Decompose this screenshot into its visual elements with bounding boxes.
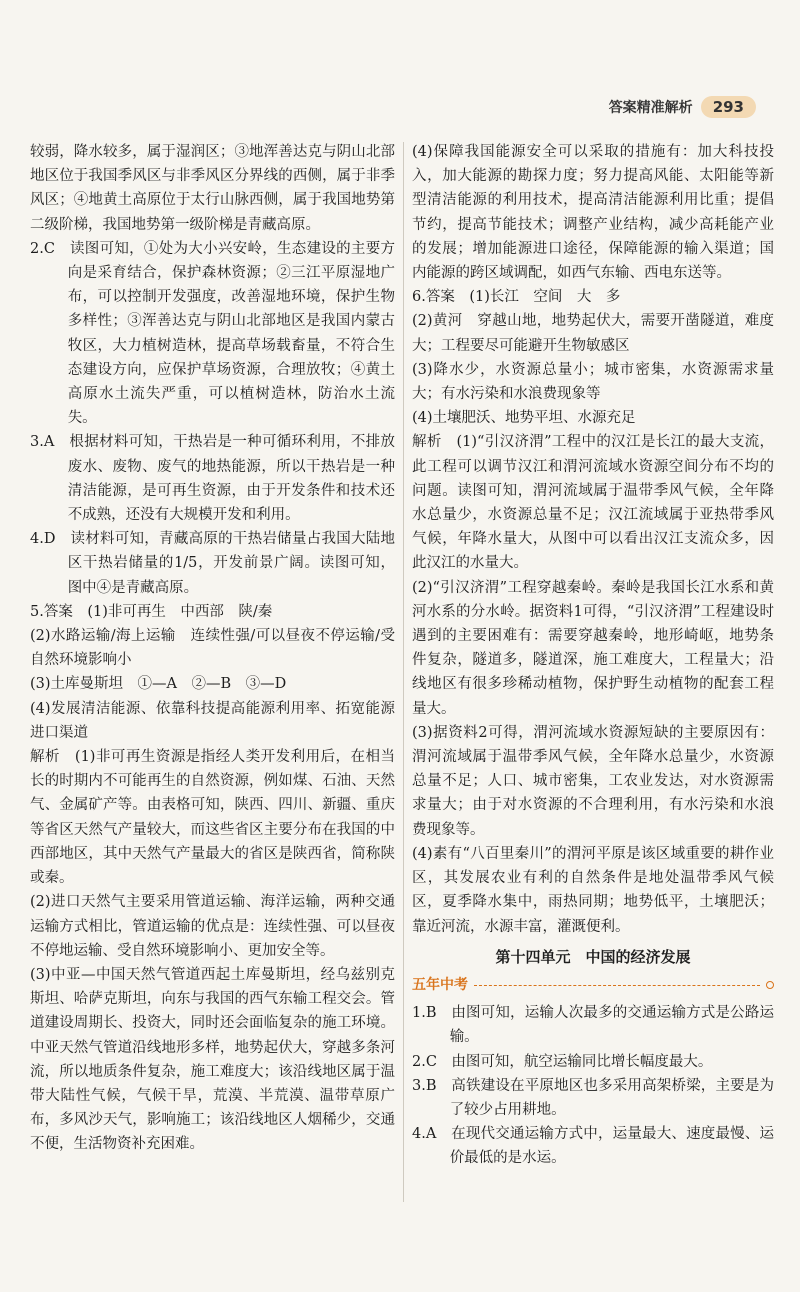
unit-title: 第十四单元 中国的经济发展 (495, 947, 691, 966)
section-dot-icon (766, 981, 774, 989)
section-line (474, 985, 760, 986)
exam-answer-1: 1.B 由图可知，运输人次最多的交通运输方式是公路运输。 (412, 1005, 774, 1046)
left-column (30, 140, 395, 1157)
section-tag (412, 973, 774, 997)
page-number: 293 (701, 96, 756, 118)
analysis-5-part-1: 解析 (1)非可再生资源是指经人类开发利用后，在相当长的时期内不可能再生的自然资源，例如煤、石油、天然气、金属矿产等。由表格可知，陕西、四川、新疆、重庆等省区天然气产量较大，而这些省区主要分布在我国的中西部地区，其中天然气产量最大的省区是陕西省，简称陕或秦。 (30, 749, 395, 887)
exam-answer-4: 4.A 在现代交通运输方式中，运量最大、速度最慢、运价最低的是水运。 (412, 1126, 774, 1167)
section-label: 五年中考 (412, 976, 468, 993)
analysis-5-part-3: (3)中亚—中国天然气管道西起土库曼斯坦，经乌兹别克斯坦、哈萨克斯坦，向东与我国的西气东输工程交会。管道建设周期长、投资大，同时还会面临复杂的施工环境。中亚天然气管道沿线地形多样，地势起伏大，穿越多条河流，所以地质条件复杂，施工难度大；该沿线地区属于温带大陆性气候，气候干旱，荒漠、半荒漠、温带草原广布，多风沙天气，影响施工；该沿线地区人烟稀少，交通不便，生活物资补充困难。 (30, 966, 395, 1153)
page-header (609, 96, 756, 118)
analysis-5-part-2: (2)进口天然气主要采用管道运输、海洋运输，两种交通运输方式相比，管道运输的优点是：连续性强、可以昼夜不停地运输、受自然环境影响小、更加安全等。 (30, 894, 395, 959)
column-divider (403, 142, 404, 1202)
analysis-6-part-2: (2)“引汉济渭”工程穿越秦岭。秦岭是我国长江水系和黄河水系的分水岭。据资料1可得，“引汉济渭”工程建设时遇到的主要困难有：需要穿越秦岭，地形崎岖，地势条件复杂，隧道多，隧道深，施工难度大，工程量大；沿线地区有很多珍稀动植物，保护野生动植物的配套工程量大。 (412, 579, 774, 717)
answer-6: 6.答案 (1)长江 空间 大 多 (412, 289, 621, 306)
answer-6-part-3: (3)降水少，水资源总量小；城市密集，水资源需求量大；有水污染和水浪费现象等 (412, 361, 774, 403)
header-title: 答案精准解析 (608, 100, 693, 116)
paragraph: 较弱，降水较多，属于湿润区；③地浑善达克与阴山北部地区位于我国季风区与非季风区分界线的西侧，属于非季风区；④地黄土高原位于太行山脉西侧，属于我国地势第二级阶梯，我国地势第一级阶梯是青藏高原。 (30, 144, 395, 233)
answer-5-part-4: (4)发展清洁能源、依靠科技提高能源利用率、拓宽能源进口渠道 (30, 700, 395, 741)
answer-4: 4.D 读材料可知，青藏高原的干热岩储量占我国大陆地区干热岩储量的1/5，开发前景广阔。读图可知，图中④是青藏高原。 (30, 531, 395, 596)
exam-answer-3: 3.B 高铁建设在平原地区也多采用高架桥梁，主要是为了较少占用耕地。 (412, 1077, 774, 1118)
answer-3: 3.A 根据材料可知，干热岩是一种可循环利用，不排放废水、废物、废气的地热能源，所以干热岩是一种清洁能源，是可再生资源，由于开发条件和技术还不成熟，还没有大规模开发和利用。 (30, 434, 395, 524)
exam-answer-2: 2.C 由图可知，航空运输同比增长幅度最大。 (412, 1053, 713, 1070)
answer-6-part-2: (2)黄河 穿越山地，地势起伏大，需要开凿隧道，难度大；工程要尽可能避开生物敏感区 (412, 313, 774, 354)
answer-5: 5.答案 (1)非可再生 中西部 陕/秦 (30, 603, 273, 620)
right-column (412, 140, 774, 1171)
answer-2: 2.C 读图可知，①处为大小兴安岭，生态建设的主要方向是采育结合，保护森林资源；②三江平原湿地广布，可以控制开发强度，改善湿地环境，保护生物多样性；③浑善达克与阴山北部地区是我国内蒙古牧区，大力植树造林，提高草场载畜量，不符合生态建设方向，应保护草场资源，合理放牧；④黄土高原水土流失严重，可以植树造林，防治水土流失。 (30, 240, 395, 427)
answer-5-part-2: (2)水路运输/海上运输 连续性强/可以昼夜不停运输/受自然环境影响小 (30, 628, 395, 669)
answer-5-part-3: (3)土库曼斯坦 ①—A ②—B ③—D (30, 676, 287, 693)
analysis-6-part-4: (4)素有“八百里秦川”的渭河平原是该区域重要的耕作业区，其发展农业有利的自然条件是地处温带季风气候区，夏季降水集中，雨热同期；地势低平，土壤肥沃；靠近河流，水源丰富，灌溉便利。 (412, 845, 774, 935)
answer-6-part-4: (4)土壤肥沃、地势平坦、水源充足 (412, 410, 636, 427)
analysis-6-part-3: (3)据资料2可得，渭河流域水资源短缺的主要原因有：渭河流域属于温带季风气候，全年降水总量少，水资源总量不足；人口、城市密集，工农业发达，对水资源需求量大；由于对水资源的不合理利用，有水污染和水浪费现象等。 (412, 724, 774, 838)
analysis-6-part-1: 解析 (1)“引汉济渭”工程中的汉江是长江的最大支流，此工程可以调节汉江和渭河流域水资源空间分布不均的问题。读图可知，渭河流域属于温带季风气候，全年降水总量少，水资源总量不足；汉江流域属于亚热带季风气候，年降水量大，从图中可以看出汉江支流众多，因此汉江的水量大。 (412, 434, 774, 572)
analysis-5-part-4: (4)保障我国能源安全可以采取的措施有：加大科技投入，加大能源的勘探力度；努力提高风能、太阳能等新型清洁能源的利用技术，提高清洁能源利用比重；提倡节约，提高节能技术；调整产业结构，减少高耗能产业的发展；增加能源进口途径，保障能源的输入渠道；国内能源的跨区域调配，如西气东输、西电东送等。 (412, 144, 774, 282)
